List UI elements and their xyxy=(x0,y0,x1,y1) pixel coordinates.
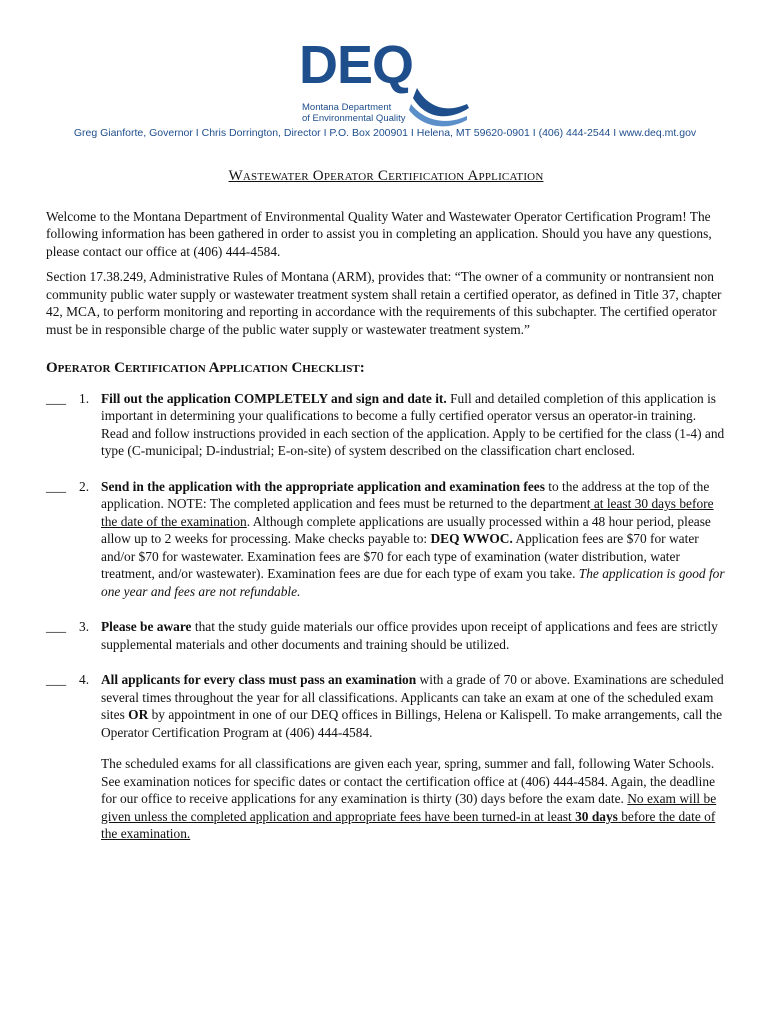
item-number: 3. xyxy=(79,619,90,634)
item-number: 1. xyxy=(79,390,90,406)
checkbox-blank: ___ xyxy=(46,672,67,687)
logo-subtitle: Montana Department of Environmental Quality xyxy=(302,102,406,124)
checklist-item-1: ___ 1. Fill out the application COMPLETELY and sign and date it. Full and detailed completion of this application is important in determining your qualifications to become a fully certified operator versus an operator-in training. Read and follow instructions provided in each section of the application. Apply to be certified for the class (1-4) and type (C-municipal; D-industrial; E-on-site) of system described on the classification chart enclosed. xyxy=(46,390,725,458)
checklist-item-3: ___ 3. Please be aware that the study guide materials our office provides upon receipt of applications and fees are strictly supplemental materials and other documents and training should be utilized. xyxy=(46,619,718,652)
checklist-heading: Operator Certification Application Checklist: xyxy=(46,360,365,376)
intro-paragraph-1: Welcome to the Montana Department of Environmental Quality Water and Wastewater Operator Certification Program! The following information has been gathered in order to assist you in completing an application. Should you have any questions, please contact our office at (406) 444-4584. xyxy=(46,208,712,259)
checkbox-blank: ___ xyxy=(46,619,67,634)
deq-logo xyxy=(299,35,471,130)
item-number: 2. xyxy=(79,478,90,494)
contact-line: Greg Gianforte, Governor I Chris Dorrington, Director I P.O. Box 200901 I Helena, MT 59620-0901 I (406) 444-2544 I www.deq.mt.gov xyxy=(73,127,697,139)
checklist-item-4: ___ 4. All applicants for every class must pass an examination with a grade of 70 or above. Examinations are scheduled several times throughout the year for all classifications. Applicants can take an exam at one of the scheduled exam sites OR by appointment in one of our DEQ offices in Billings, Helena or Kalispell. To make arrangements, call the Operator Certification Program at (406) 444-4584. The scheduled exams for all classifications are given each year, spring, summer and fall, following Water Schools. See examination notices for specific dates or contact the certification office at (406) 444-4584. Again, the deadline for our office to receive applications for any examination is thirty (30) days before the exam date. No exam will be given unless the completed application and appropriate fees have been turned-in at least 30 days before the date of the examination. xyxy=(46,671,726,843)
document-body xyxy=(46,168,726,861)
document-title: Wastewater Operator Certification Application xyxy=(228,168,544,184)
item-4-paragraph-2: The scheduled exams for all classifications are given each year, spring, summer and fall, following Water Schools. See examination notices for specific dates or contact the certification office at (406) 444-4584. Again, the deadline for our office to receive applications for any examination is thirty (30) days before the exam date. No exam will be given unless the completed application and appropriate fees have been turned-in at least 30 days before the date of the examination. xyxy=(101,756,717,841)
item-number: 4. xyxy=(79,672,90,687)
checklist-item-2: ___ 2. Send in the application with the appropriate application and examination fees to the address at the top of the application. NOTE: The completed application and fees must be returned to the department at least 30 days before the date of the examination. Although complete applications are usually processed within a 48 hour period, please allow up to 2 weeks for processing. Make checks payable to: DEQ WWOC. Application fees are $70 for water and/or $70 for wastewater. Examination fees are $70 for each type of examination (water distribution, water treatment, and/or wastewater). Examination fees are due for each type of exam you take. The application is good for one year and fees are not refundable. xyxy=(46,478,725,599)
checkbox-blank: ___ xyxy=(46,478,67,494)
checkbox-blank: ___ xyxy=(46,390,67,406)
logo-text: DEQ xyxy=(299,35,414,95)
intro-paragraph-2: Section 17.38.249, Administrative Rules of Montana (ARM), provides that: “The owner of a community or nontransient non community public water supply or wastewater treatment system shall retain a certified operator, as defined in Title 37, chapter 42, MCA, to perform monitoring and reporting in accordance with the requirements of this subchapter. The certified operator must be in responsible charge of the public water supply or wastewater treatment system.” xyxy=(46,269,722,337)
